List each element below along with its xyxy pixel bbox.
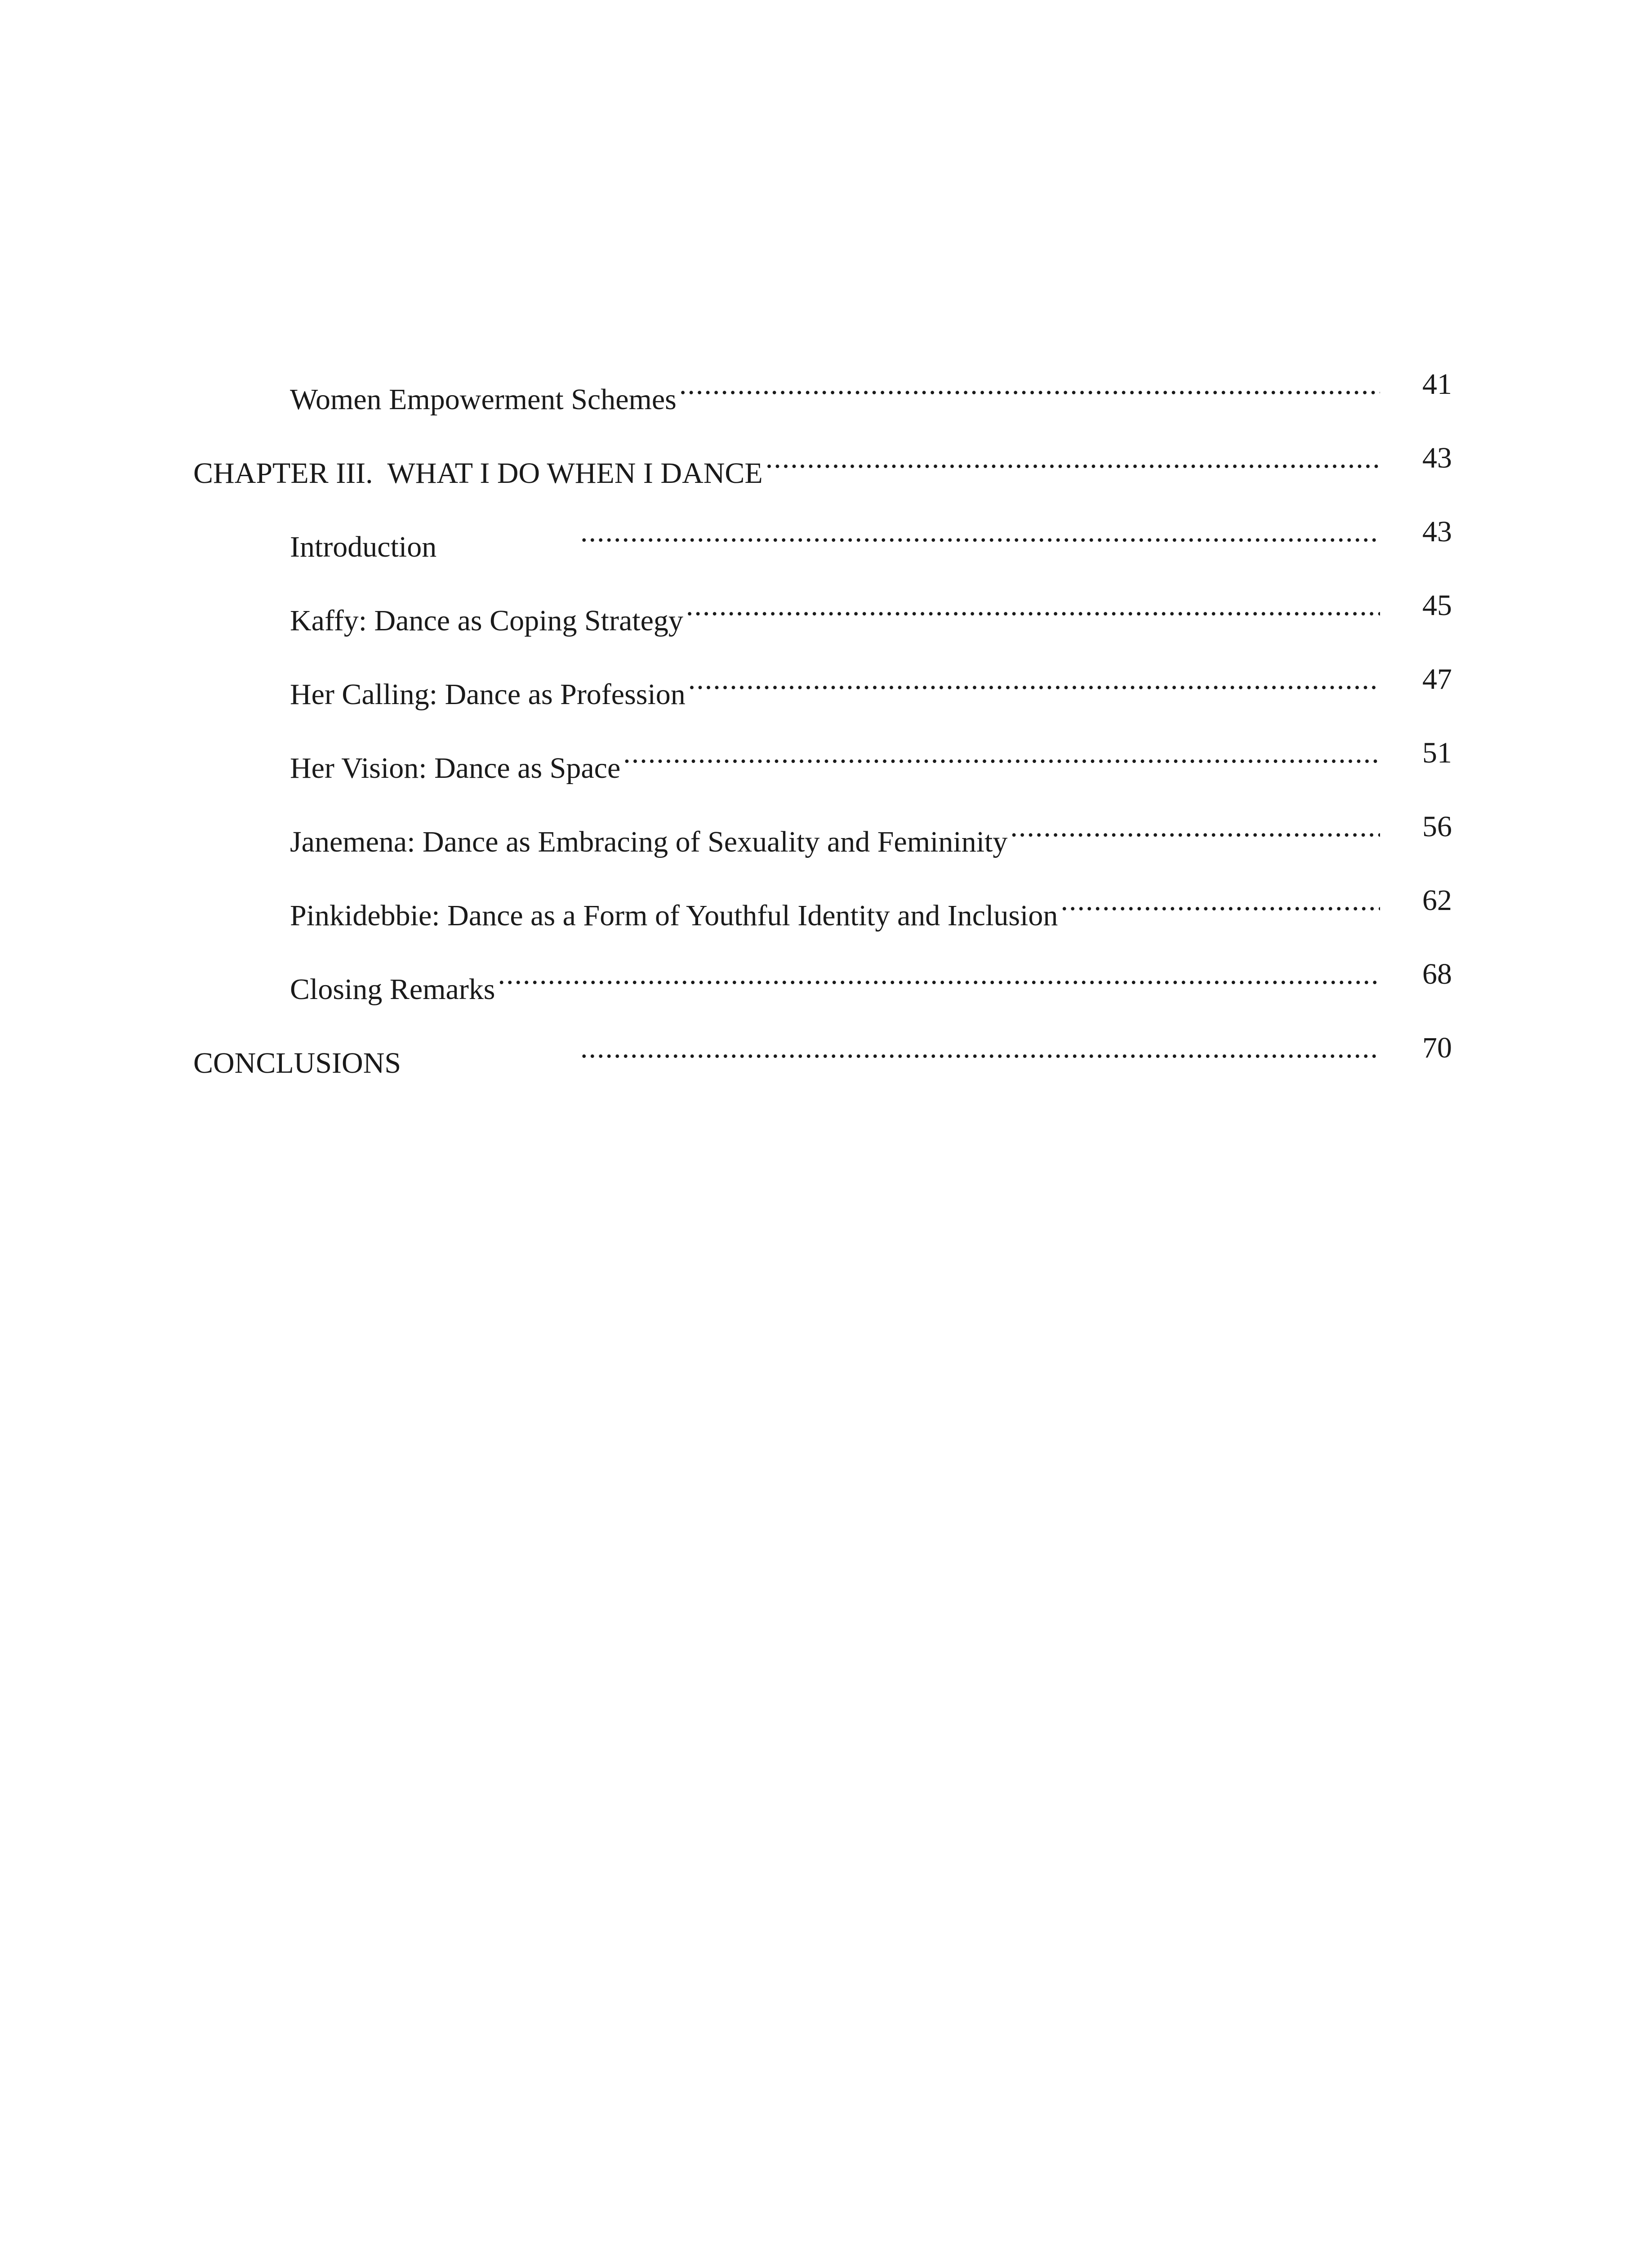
toc-entry [193,507,1452,581]
toc-entry-title: Women Empowerment Schemes [290,383,677,416]
dot-leader [679,360,1380,409]
toc-entry-title: CONCLUSIONS [193,1047,401,1079]
dot-leader [766,433,1380,483]
toc-page-number: 62 [1422,884,1452,917]
toc-entry [193,360,1452,433]
toc-page-number: 45 [1422,589,1452,622]
toc-page-number: 68 [1422,958,1452,990]
table-of-contents [193,360,1452,1097]
toc-page-number: 70 [1422,1031,1452,1064]
dot-leader [1010,802,1380,852]
toc-entry-title: Janemena: Dance as Embracing of Sexuality and Femininity [290,825,1008,858]
toc-entry [193,728,1452,802]
toc-page-number: 56 [1422,810,1452,843]
toc-entry-title: Her Vision: Dance as Space [290,752,621,785]
toc-page-number: 41 [1422,368,1452,401]
dot-leader [688,655,1380,704]
toc-entry-title: Closing Remarks [290,973,495,1006]
toc-entry [193,802,1452,876]
dot-leader [686,581,1380,630]
toc-entry-title: CHAPTER III. WHAT I DO WHEN I DANCE [193,457,763,490]
toc-entry-title: Kaffy: Dance as Coping Strategy [290,604,683,637]
dot-leader [1060,876,1380,925]
toc-entry [193,1023,1452,1097]
toc-entry [193,433,1452,507]
dot-leader [498,950,1380,999]
toc-page-number: 43 [1422,442,1452,474]
dot-leader [623,728,1380,778]
dot-leader [580,507,1380,557]
toc-entry-title: Pinkidebbie: Dance as a Form of Youthful Identity and Inclusion [290,899,1058,932]
toc-entry [193,876,1452,950]
toc-entry-title: Her Calling: Dance as Profession [290,678,686,711]
toc-entry [193,655,1452,728]
toc-page-number: 47 [1422,663,1452,696]
toc-page-number: 51 [1422,736,1452,769]
dot-leader [580,1023,1380,1073]
toc-page-number: 43 [1422,515,1452,548]
toc-entry [193,581,1452,655]
toc-entry [193,950,1452,1023]
toc-entry-title: Introduction [290,531,437,563]
